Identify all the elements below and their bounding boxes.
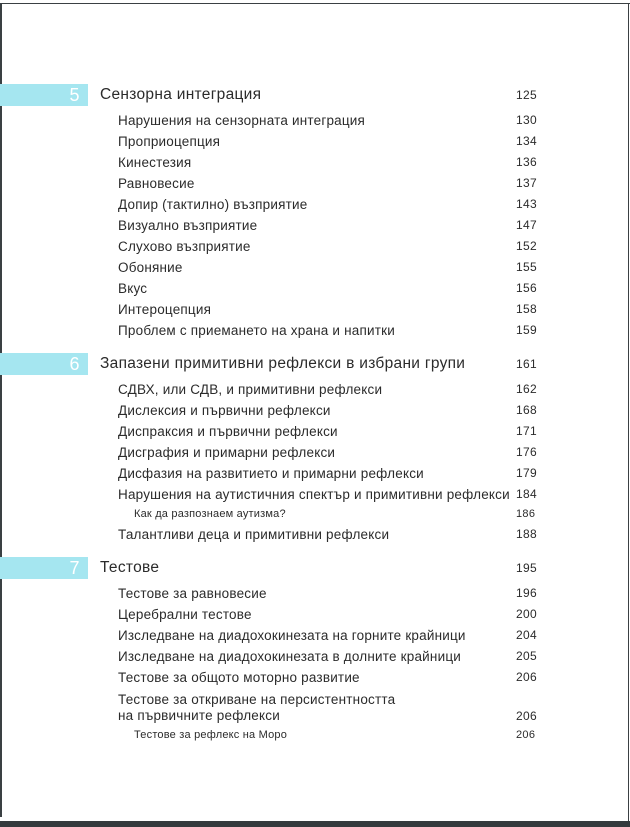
chapter-title: Тестове [100, 559, 160, 576]
toc-subentry [0, 505, 630, 524]
chapter-items [0, 583, 630, 745]
toc-entry [0, 110, 630, 131]
chapter-page-number: 125 [516, 88, 537, 102]
chapter-items [0, 110, 630, 341]
toc-entry-label: Интероцепция [118, 302, 212, 317]
toc-entry-page: 171 [516, 424, 537, 438]
toc-entry-page: 147 [516, 218, 537, 232]
toc-entry [0, 463, 630, 484]
toc-entry [0, 583, 630, 604]
toc-entry [0, 667, 630, 688]
toc-entry-two-line [0, 688, 630, 726]
toc-entry [0, 299, 630, 320]
toc-entry [0, 625, 630, 646]
toc-entry-page: 158 [516, 302, 537, 316]
toc-entry-label-line2: на първичните рефлекси [118, 708, 280, 723]
toc-entry [0, 257, 630, 278]
toc-entry-label: Вкус [118, 281, 148, 296]
toc-entry-page: 206 [516, 670, 537, 684]
toc-entry-page: 205 [516, 649, 537, 663]
toc-entry-label: Тестове за равновесие [118, 586, 267, 601]
chapter-heading [0, 557, 630, 579]
toc-entry-label: Церебрални тестове [118, 607, 252, 622]
toc-entry-page: 152 [516, 239, 537, 253]
toc-entry-label: Изследване на диадохокинезата на горните крайници [118, 628, 466, 643]
toc-subentry [0, 726, 630, 745]
chapter-items [0, 379, 630, 545]
toc-entry-label: Допир (тактилно) възприятие [118, 197, 308, 212]
toc-entry-page: 188 [516, 527, 537, 541]
toc-entry [0, 400, 630, 421]
table-of-contents [0, 84, 630, 745]
toc-entry [0, 646, 630, 667]
toc-entry [0, 320, 630, 341]
toc-entry [0, 421, 630, 442]
chapter-page-number: 195 [516, 561, 537, 575]
toc-entry [0, 278, 630, 299]
toc-entry-label: Талантливи деца и примитивни рефлекси [118, 527, 390, 542]
chapter-number: 7 [69, 558, 80, 578]
chapter-number-bar [0, 84, 88, 106]
toc-entry-label: Дисграфия и примарни рефлекси [118, 445, 336, 460]
chapter-section-5 [0, 84, 630, 341]
toc-entry-label: Дисфазия на развитието и примарни рефлекси [118, 466, 424, 481]
toc-entry-page: 196 [516, 586, 537, 600]
toc-entry-label: Нарушения на сензорната интеграция [118, 113, 366, 128]
toc-entry-page: 179 [516, 466, 537, 480]
toc-entry-page: 162 [516, 382, 537, 396]
toc-entry [0, 379, 630, 400]
toc-entry-label: Изследване на диадохокинезата в долните крайници [118, 649, 461, 664]
chapter-heading [0, 353, 630, 375]
toc-entry-page: 204 [516, 628, 537, 642]
toc-entry-page: 184 [516, 487, 537, 501]
page-border-bottom [0, 821, 630, 827]
toc-entry-label-line1: Тестове за откриване на персистентността [118, 692, 396, 707]
chapter-title: Сензорна интеграция [100, 86, 262, 103]
toc-entry [0, 131, 630, 152]
chapter-number-bar [0, 353, 88, 375]
toc-entry-page: 155 [516, 260, 537, 274]
toc-entry [0, 236, 630, 257]
chapter-heading [0, 84, 630, 106]
toc-entry-label: Слухово възприятие [118, 239, 251, 254]
toc-subentry-page: 186 [516, 508, 536, 520]
chapter-page-number: 161 [516, 357, 537, 371]
toc-entry-label: Равновесие [118, 176, 195, 191]
toc-entry [0, 173, 630, 194]
toc-entry-page: 200 [516, 607, 537, 621]
toc-entry-page: 137 [516, 176, 537, 190]
chapter-section-7 [0, 557, 630, 745]
toc-entry [0, 484, 630, 505]
toc-entry-page: 206 [516, 709, 537, 723]
toc-entry-label: Нарушения на аутистичния спектър и примитивни рефлекси [118, 487, 510, 502]
toc-entry [0, 524, 630, 545]
toc-entry [0, 442, 630, 463]
toc-entry [0, 152, 630, 173]
toc-entry-page: 176 [516, 445, 537, 459]
toc-entry-label: Проблем с приемането на храна и напитки [118, 323, 395, 338]
toc-entry-label: Кинестезия [118, 155, 192, 170]
toc-entry-page: 134 [516, 134, 537, 148]
toc-entry-label: Дислексия и първични рефлекси [118, 403, 331, 418]
toc-entry-label: Проприоцепция [118, 134, 221, 149]
chapter-number: 5 [69, 85, 80, 105]
chapter-title: Запазени примитивни рефлекси в избрани групи [100, 355, 466, 372]
toc-entry-label: Диспраксия и първични рефлекси [118, 424, 338, 439]
toc-entry-label: Обоняние [118, 260, 183, 275]
chapter-section-6 [0, 353, 630, 545]
toc-entry-label: СДВХ, или СДВ, и примитивни рефлекси [118, 382, 383, 397]
toc-entry [0, 194, 630, 215]
toc-entry-label: Визуално възприятие [118, 218, 258, 233]
toc-entry-page: 136 [516, 155, 537, 169]
toc-entry-page: 156 [516, 281, 537, 295]
toc-entry [0, 215, 630, 236]
page-border-top [0, 3, 630, 4]
toc-entry [0, 604, 630, 625]
chapter-number: 6 [69, 354, 80, 374]
chapter-number-bar [0, 557, 88, 579]
toc-entry-page: 168 [516, 403, 537, 417]
toc-entry-page: 130 [516, 113, 537, 127]
toc-subentry-page: 206 [516, 729, 536, 741]
toc-subentry-label: Тестове за рефлекс на Моро [134, 729, 288, 741]
toc-entry-page: 159 [516, 323, 537, 337]
toc-subentry-label: Как да разпознаем аутизма? [134, 508, 286, 520]
toc-entry-label: Тестове за общото моторно развитие [118, 670, 360, 685]
toc-entry-page: 143 [516, 197, 537, 211]
